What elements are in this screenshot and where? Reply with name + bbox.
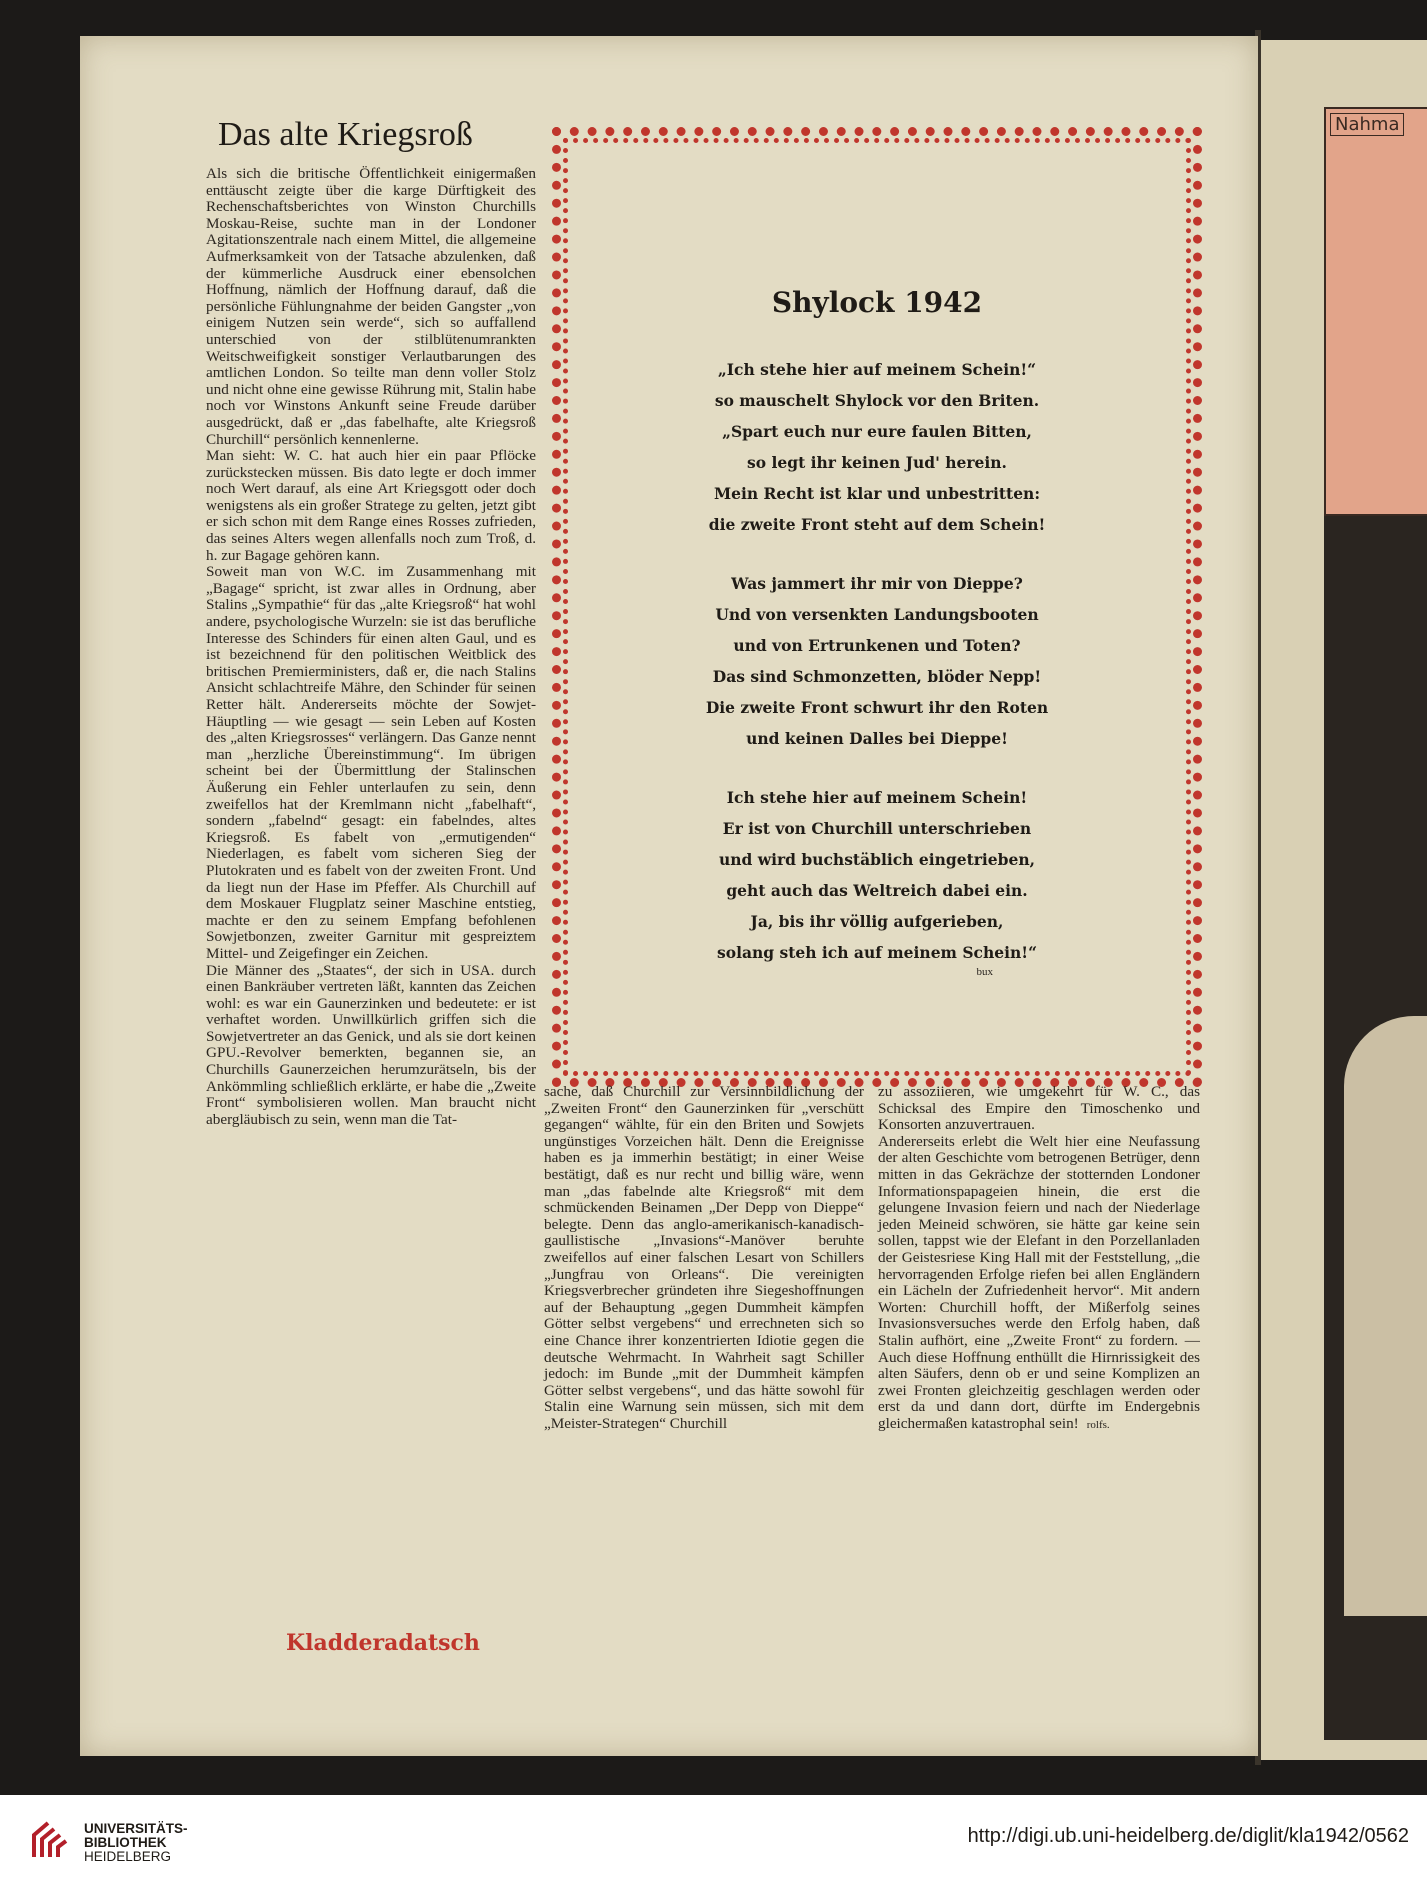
library-logo-icon[interactable]: [28, 1817, 74, 1863]
poem-verse: und wird buchstäblich eingetrieben,: [718, 850, 1036, 869]
cartoon-illustration-bottom: [1324, 516, 1427, 1740]
poem-verse: und von Ertrunkenen und Toten?: [733, 636, 1021, 655]
cartoon-sign: Nahma: [1330, 113, 1404, 136]
poem-stanza: [561, 782, 1193, 968]
magazine-name-footer: Kladderadatsch: [286, 1630, 480, 1656]
poem-frame: [552, 127, 1202, 1087]
library-name-line: HEIDELBERG: [84, 1849, 172, 1864]
viewer-footer: [0, 1795, 1427, 1885]
article-paragraph: sache, daß Churchill zur Versinnbildlichung der „Zweiten Front“ den Gaunerzinken für „verschütt gegangen“ wählte, für ein den Briten und Sowjets ungünstiges Vorzeichen hält. Denn die Ereignisse haben es ja immerhin bestätigt; in einer Weise bestätigt, daß es nur recht und billig wäre, wenn man „das fabelnde alte Kriegsroß“ mit dem schmückenden Beinamen „Der Depp von Dieppe“ belegte. Denn das anglo-amerikanisch-kanadisch-gaullistische „Invasions“-Manöver beruhte zweifellos auf einer falschen Lesart von Schillers „Jungfrau von Orleans“. Die vereinigten Kriegsverbrecher gründeten ihre Siegeshoffnungen auf der Behauptung „gegen Dummheit kämpfen Götter selbst vergebens“ und errechneten sich so eine Chance ihrer konzentrierten Idiotie gegen die deutsche Wehrmacht. In Wahrheit sagt Schiller jedoch: im Bunde „mit der Dummheit kämpfen Götter selbst vergebens“, und das hätte sowohl für Stalin eine Warnung sein müssen, sich mit dem „Meister-Strategen“ Churchill: [544, 1083, 864, 1432]
poem-verse: „Spart euch nur eure faulen Bitten,: [722, 422, 1032, 441]
poem-verse: Das sind Schmonzetten, blöder Nepp!: [712, 667, 1042, 686]
poem-title: Shylock 1942: [771, 286, 983, 319]
poem-verse: Mein Recht ist klar und unbestritten:: [713, 484, 1041, 503]
poem-verse: und keinen Dalles bei Dieppe!: [746, 729, 1008, 748]
article-text: Andererseits erlebt die Welt hier eine Neufassung der alten Geschichte vom betrogenen Betrüger, denn mitten in das Gekrächze der stotternden Londoner Informationspapageien hinein, die erst die gelungene Invasion feiern und nach der Niederlage jeden Meineid schwören, sie hätte gar keine sein sollen, tappst wie der Elefant in den Porzellanladen der Geistesriese King Hall mit der Feststellung, „die hervorragenden Erfolge riefen bei allen Engländern ein Lächeln der Zufriedenheit hervor“. Mit andern Worten: Churchill hofft, der Mißerfolg seines Invasionsversuches werde den Erfolg haben, daß Stalin aufhört, eine „Zweite Front“ zu fordern. — Auch diese Hoffnung enthüllt die Hirnrissigkeit des alten Säufers, denn ob er und seine Komplizen an zwei Fronten gleichzeitig geschlagen werden oder erst da und dann dort, dürfte im Endergebnis gleichermaßen katastrophal sein!: [878, 1132, 1200, 1432]
facing-page: [1261, 40, 1427, 1760]
poem-verse: Und von versenkten Landungsbooten: [715, 605, 1039, 624]
article-headline: Das alte Kriegsroß: [218, 116, 473, 153]
poem-verse: Ich stehe hier auf meinem Schein!: [726, 788, 1028, 807]
poem-stanza: [561, 354, 1193, 540]
article-paragraph: Soweit man von W.C. im Zusammenhang mit „Bagage“ spricht, ist zwar alles in Ordnung, aber Stalins „Sympathie“ für das „alte Kriegsroß“ hat wohl andere, psychologische Wurzeln: sie ist das berufliche Interesse des Schinders für einen alten Gaul, und es ist bezeichnend für den politischen Weitblick des britischen Premierministers, daß er, die nach Stalins Ansicht schlachtreife Mähre, den Schinder für seinen Retter hält. Andererseits möchte der Sowjet-Häuptling — wie gesagt — sein Leben auf Kosten des „alten Kriegsrosses“ verlängern. Das Ganze nennt man „herzliche Übereinstimmung“. Im übrigen scheint bei der Übermittlung der Stalinschen Äußerung ein Fehler unterlaufen zu sein, denn zweifellos hat der Kremlmann nicht „fabelhaft“, sondern „fabelnd“ gesagt: ein fabelndes, altes Kriegsroß. Es fabelt von „ermutigenden“ Niederlagen, es fabelt vom sicheren Sieg der Plutokraten und es fabelt von der zweiten Front. Und da liegt nun der Hase im Pfeffer. Als Churchill auf dem Moskauer Flugplatz seiner Maschine entstieg, machte er den zu seinem Empfang befohlenen Sowjetbonzen, zweiter Garnitur mit gespreiztem Mittel- und Zeigefinger ein Zeichen.: [206, 563, 536, 962]
library-name-line: UNIVERSITÄTS-: [84, 1821, 188, 1836]
poem-verse: so mauschelt Shylock vor den Briten.: [714, 391, 1040, 410]
cartoon-figure: [1344, 1016, 1427, 1616]
poem-verse: solang steh ich auf meinem Schein!“: [717, 943, 1037, 962]
permalink-url[interactable]: http://digi.ub.uni-heidelberg.de/diglit/kla1942/0562: [967, 1825, 1409, 1847]
article-paragraph: [878, 1134, 1200, 1434]
poem-body: [561, 354, 1193, 996]
poem-verse: die zweite Front steht auf dem Schein!: [708, 515, 1046, 534]
poem-verse: geht auch das Weltreich dabei ein.: [726, 881, 1028, 900]
poem-verse: „Ich stehe hier auf meinem Schein!“: [717, 360, 1037, 379]
article-paragraph: Als sich die britische Öffentlichkeit einigermaßen enttäuscht zeigte über die karge Dürftigkeit des Rechenschaftsberichtes von Winston Churchills Moskau-Reise, suchte man in der Londoner Agitationszentrale nach einem Mittel, die allgemeine Aufmerksamkeit von der Tatsache abzulenken, daß der kümmerliche Ausdruck einer ebensolchen Hoffnung, nämlich der Hoffnung darauf, daß die persönliche Fühlungnahme der beiden Gangster „von einigem Nutzen sein werde“, sich so auffallend unterschied von der stilblütenumrankten Weitschweifigkeit sonstiger Verlautbarungen des amtlichen London. So teilte man denn voller Stolz und nicht ohne eine gewisse Rührung mit, Stalin habe noch vor Winstons Ankunft seine Freude darüber ausgedrückt, daß er „das fabelhafte, alte Kriegsroß Churchill“ persönlich kennenlerne.: [206, 165, 536, 448]
poem-verse: Die zweite Front schwurt ihr den Roten: [705, 698, 1049, 717]
poem-signature: bux: [976, 966, 993, 978]
article-paragraph: Die Männer des „Staates“, der sich in USA. durch einen Bankräuber vertreten läßt, kannten das Zeichen wohl: es war ein Gaunerzinken und bedeutete: er ist verhaftet worden. Unwillkürlich griffen sich die Sowjetvertreter an das Genick, und als sie dort keinen GPU.-Revolver bemerkten, begannen sie, an Churchills Gaunerzeichen herumzurätseln, bis der Ankömmling schließlich erklärte, er habe die „Zweite Front“ symbolisieren wollen. Man braucht nicht abergläubisch zu sein, wenn man die Tat-: [206, 961, 536, 1128]
poem-verse: Er ist von Churchill unterschrieben: [722, 819, 1032, 838]
author-signoff: rolfs.: [1086, 1418, 1110, 1431]
poem-verse: so legt ihr keinen Jud' herein.: [747, 453, 1007, 472]
article-column-1: [206, 166, 536, 1128]
library-name[interactable]: [84, 1822, 188, 1864]
library-name-line: BIBLIOTHEK: [84, 1835, 167, 1850]
article-paragraph: Man sieht: W. C. hat auch hier ein paar Pflöcke zurückstecken müssen. Bis dato legte er doch immer noch Wert darauf, als eine Art Kriegsgott oder doch wenigstens als ein großer Stratege zu gelten, jetzt gibt er sich schon mit dem Range eines Rosses zufrieden, das seines Alters wegen allenfalls noch zum Troß, d. h. zur Bagage gehören kann.: [206, 447, 536, 564]
article-paragraph: zu assoziieren, wie umgekehrt für W. C., das Schicksal des Empire den Timoschenko und Konsorten anzuvertrauen.: [878, 1083, 1200, 1134]
article-column-3: [878, 1084, 1200, 1433]
poem-verse: Was jammert ihr mir von Dieppe?: [731, 574, 1023, 593]
cartoon-illustration-top: [1324, 107, 1427, 516]
poem-verse: Ja, bis ihr völlig aufgerieben,: [750, 912, 1004, 931]
article-column-2: [544, 1084, 864, 1432]
poem-stanza: [561, 568, 1193, 754]
